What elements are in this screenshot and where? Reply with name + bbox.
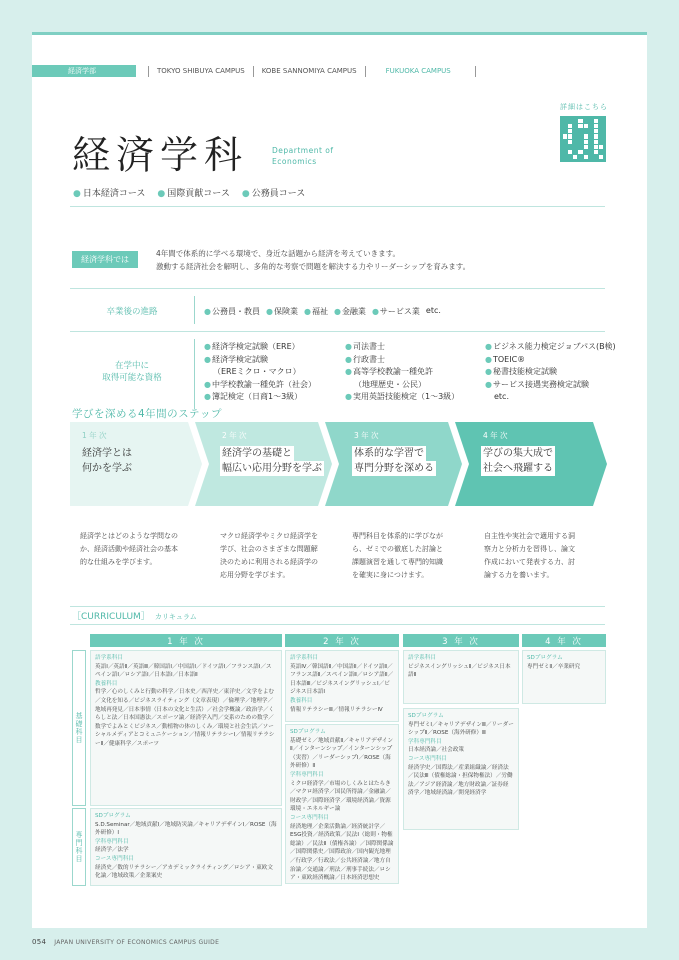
step-desc-3: 専門科目を体系的に学びなが ら、ゼミでの徹底した討論と 課題演習を通して専門的知識 を確実に身につけます。: [352, 532, 443, 579]
qualifications-col-2: ● 司法書士 ● 行政書士 ● 高等学校教諭一種免許 （地理歴史・公民） ● 実用英語技能検定（1〜3級）: [345, 341, 459, 404]
side-label-basic: 基礎科目: [72, 650, 86, 806]
qualifications-label: 在学中に 取得可能な資格: [102, 361, 162, 383]
page-number: 054: [32, 938, 47, 946]
careers-label: 卒業後の進路: [106, 307, 158, 317]
campus-link-fukuoka[interactable]: FUKUOKA CAMPUS: [385, 67, 451, 75]
curriculum-subjects: S.D.Seminar／地域貢献Ⅰ／地域防災論／キャリアデザインⅠ／ROSE（海外研修）Ⅰ: [95, 821, 277, 837]
curriculum-category: 語学系科目: [408, 655, 436, 661]
course-item: ● 日本経済コース: [73, 186, 145, 199]
curriculum-cell: [285, 650, 399, 722]
course-list: [73, 186, 305, 199]
curriculum-subjects: 英語Ⅳ／韓国語Ⅱ／中国語Ⅱ／ドイツ語Ⅱ／フランス語Ⅱ／スペイン語Ⅱ／ロシア語Ⅱ／日本語Ⅲ／ビジネスイングリッシュⅠ／ビジネス日本語Ⅰ: [290, 663, 394, 696]
curriculum-cell: [90, 808, 282, 886]
curriculum-subjects: 専門ゼミⅠ／キャリアデザインⅢ／リーダーシップⅡ／ROSE（海外研修）Ⅲ: [408, 721, 514, 737]
step-desc-1: 経済学とはどのような学問なの か、経済活動や経済社会の基本 的な仕組みを学びます。: [80, 532, 178, 566]
curriculum-category: SDプログラム: [408, 713, 444, 719]
curriculum-subjects: 哲学／心のしくみと行動の科学／日本史／西洋史／東洋史／文学をよむ／文化を知る／ビジネスライティング（文章表現）／倫理学／地理学／地域再発見／日本事情（日本の文化と生活）／社会学概論／政治学／くらしと法／日本国憲法／スポーツ論／経済学入門／交系のための数学／数学でよみとくビジネス／動植物の体のしくみ／環境と社会生活／ソーシャルメディアとコミュニケーション／情報リテラシーⅠ／情報リテラシーⅡ／健康科学／スポーツ: [95, 689, 275, 747]
step-heading-4: 学びの集大成で 社会へ飛躍する: [483, 448, 553, 474]
step-desc-2: マクロ経済学やミクロ経済学を 学び、社会のさまざまな問題解 決のために利用される経済学の 応用分野を学びます。: [220, 532, 318, 579]
divider: [70, 624, 605, 625]
step-heading-3: 体系的な学習で 専門分野を深める: [354, 448, 434, 474]
curriculum-cell: [90, 650, 282, 806]
divider: [194, 296, 195, 324]
curriculum-subjects: 情報リテラシーⅢ／情報リテラシーⅣ: [290, 706, 383, 713]
campus-nav: [32, 65, 482, 77]
footer: 054 JAPAN UNIVERSITY OF ECONOMICS CAMPUS GUIDE: [32, 938, 220, 946]
divider: [70, 606, 605, 607]
step-year-4: 4 年 次: [483, 431, 508, 440]
curriculum-subjects: 専門ゼミⅡ／卒業研究: [527, 663, 581, 670]
steps-title: 学びを深める4年間のステップ: [72, 408, 222, 420]
careers-list: ● 公務員・教員 ● 保険業 ● 福祉 ● 金融業 ● サービス業 etc.: [204, 306, 441, 317]
qr-code-icon[interactable]: [560, 116, 606, 162]
curriculum-category: 教養科目: [95, 680, 118, 687]
intro-tag: 経済学科では: [72, 251, 138, 268]
step-year-2: 2 年 次: [222, 431, 247, 440]
step-heading-1: 経済学とは 何かを学ぶ: [82, 448, 132, 474]
side-label-major: 専門科目: [72, 808, 86, 886]
course-item: ● 公務員コース: [242, 186, 305, 199]
step-year-1: 1 年 次: [82, 431, 107, 440]
curriculum-cell: [522, 650, 606, 704]
qualifications-col-1: ● 経済学検定試験（ERE） ● 経済学検定試験 （EREミクロ・マクロ） ● 中学校教諭一種免許（社会） ● 簿記検定（日商1〜3級）: [204, 341, 316, 404]
page: [32, 32, 647, 946]
curriculum-category: コース専門科目: [408, 755, 447, 762]
divider: [70, 206, 605, 207]
curriculum-cell: [285, 724, 399, 884]
curriculum-subjects: 経済地理／企業活動論／経済統計学／ESG投資／経済政策／民法Ⅰ（総則・物権総論）／民法Ⅱ（債権各論）／国際関係論／国際関係史／国際政治／国内観光地理／行政学／行政法／公共経済論／地方自治論／交通論／刑法／刑事手続法／ロシア・東欧経済概論／日本経済思想史: [290, 823, 394, 882]
qualifications-col-3: ● ビジネス能力検定ジョブパス(B検) ● TOEIC® ● 秘書技能検定試験 ● サービス接遇実務検定試験 etc.: [485, 341, 616, 404]
curriculum-subjects: ビジネスイングリッシュⅡ／ビジネス日本語Ⅱ: [408, 663, 511, 679]
curriculum-category: SDプログラム: [95, 813, 131, 819]
year-header-4: 4 年 次: [522, 634, 606, 647]
qr-label: 詳細はこちら: [560, 103, 608, 111]
curriculum-subjects: 英語Ⅰ／英語Ⅱ／英語Ⅲ／韓国語Ⅰ／中国語Ⅰ／ドイツ語Ⅰ／フランス語Ⅰ／スペイン語Ⅰ／ロシア語Ⅰ／日本語Ⅰ／日本語Ⅱ: [95, 663, 272, 679]
curriculum-category: コース専門科目: [95, 855, 134, 862]
department-tag: 経済学部: [32, 65, 136, 77]
curriculum-cell: [403, 650, 519, 704]
campus-link-kobe[interactable]: KOBE SANNOMIYA CAMPUS: [261, 67, 357, 75]
year-header-1: 1 年 次: [90, 634, 282, 647]
year-header-3: 3 年 次: [403, 634, 519, 647]
curriculum-category: コース専門科目: [290, 814, 329, 821]
curriculum-subjects: 経済史／数的リテラシー／アカデミックライティング／ロシア・東欧文化論／地域政策／企業案史: [95, 864, 273, 880]
divider: [194, 339, 195, 409]
year-header-2: 2 年 次: [285, 634, 399, 647]
curriculum-category: 学科専門科目: [290, 771, 324, 778]
step-desc-4: 自主性や実社会で適用する洞 察力と分析力を習得し、論文 作成において発表する力、討 論する力を養います。: [484, 532, 575, 579]
divider: [70, 331, 605, 332]
curriculum-subjects: 基礎ゼミ／地域貢献Ⅱ／キャリアデザインⅡ／インターンシップ／インターンシップ（実習）／リーダーシップⅠ／ROSE（海外研修）Ⅱ: [290, 737, 394, 770]
course-item: ● 国際貢献コース: [157, 186, 229, 199]
top-accent-bar: [32, 32, 647, 35]
intro-text: 4年間で体系的に学べる環境で、身近な話題から経済を考えていきます。 激動する経済社会を解明し、多角的な考察で問題を解決する力やリーダーシップを育みます。: [156, 249, 471, 271]
step-year-3: 3 年 次: [354, 431, 379, 440]
step-heading-2: 経済学の基礎と 幅広い応用分野を学ぶ: [222, 448, 322, 474]
curriculum-category: 学科専門科目: [95, 838, 129, 845]
curriculum-category: 教養科目: [290, 697, 313, 704]
curriculum-title: ［CURRICULUM］ カリキュラム: [72, 612, 197, 622]
curriculum-subjects: 経済学史／国際法／産業組織論／経済法／民法Ⅲ（債権総論・担保物権法）／労働法／アジア経済論／地方財政論／証券経済学／地域経済論／開発経済学: [408, 764, 513, 797]
curriculum-category: 学科専門科目: [408, 738, 442, 745]
divider: [70, 288, 605, 289]
page-title-en: Department of Economics: [272, 146, 334, 166]
curriculum-subjects: ミクロ経済学／市場のしくみとはたらき／マクロ経済学／国民所得論／金融論／財政学／国際経済学／環境経済論／資源環境・エネルギー論: [290, 780, 391, 813]
curriculum-category: 語学系科目: [95, 655, 123, 661]
curriculum-cell: [403, 708, 519, 830]
page-title: 経済学科: [72, 133, 249, 177]
curriculum-subjects: 経済学／法学: [95, 847, 129, 854]
curriculum-category: SDプログラム: [290, 729, 326, 735]
curriculum-category: 語学系科目: [290, 655, 318, 661]
curriculum-category: SDプログラム: [527, 655, 563, 661]
curriculum-subjects: 日本経済論／社会政策: [408, 747, 464, 754]
campus-link-tokyo[interactable]: TOKYO SHIBUYA CAMPUS: [157, 67, 245, 75]
